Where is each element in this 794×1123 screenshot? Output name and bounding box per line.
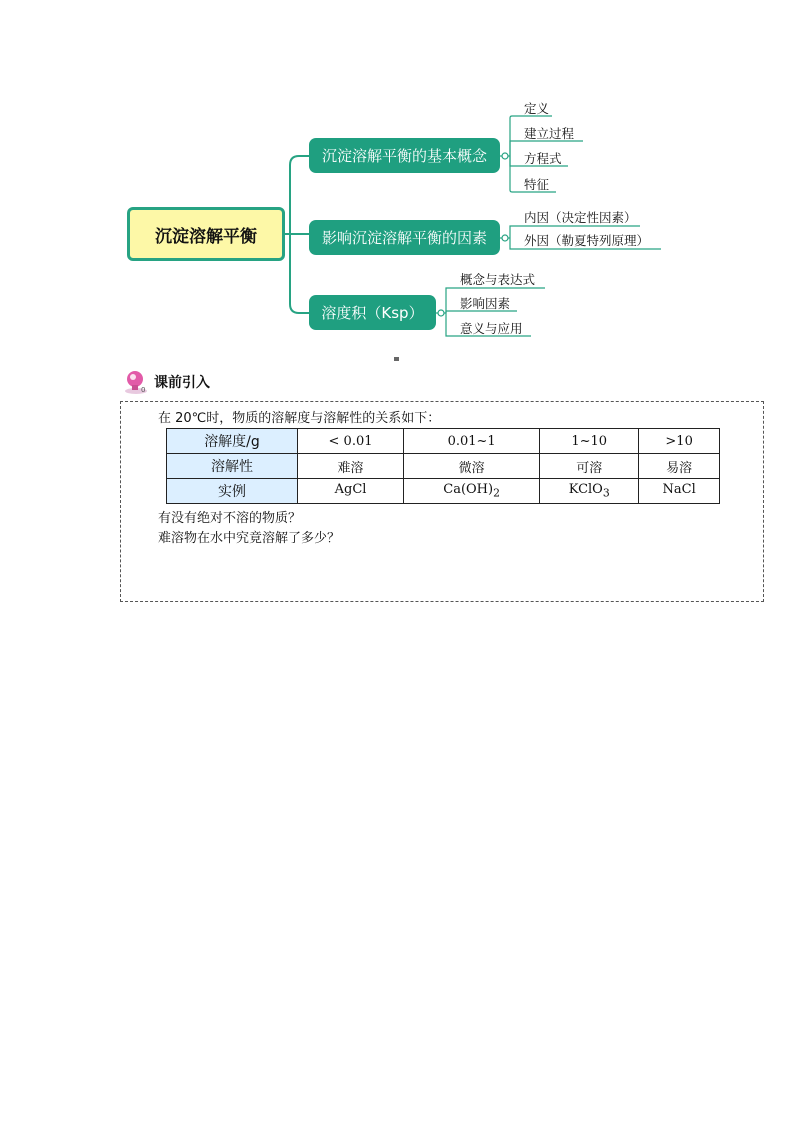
table-cell: >10 <box>639 429 720 454</box>
row-header: 实例 <box>167 479 298 504</box>
table-row <box>167 479 720 504</box>
leaf-factors: 影响因素 <box>460 296 511 311</box>
formula-subscript: 3 <box>602 486 610 500</box>
mind-map <box>0 0 794 360</box>
formula: NaCl <box>662 482 696 498</box>
table-cell: 微溶 <box>404 454 540 479</box>
solubility-table <box>166 428 720 504</box>
formula: KClO <box>568 482 603 498</box>
table-cell <box>298 479 404 504</box>
lightbulb-icon <box>123 368 149 396</box>
mind-map-root: 沉淀溶解平衡 <box>127 207 285 261</box>
table-cell: 可溶 <box>540 454 639 479</box>
question-1: 有没有绝对不溶的物质？ <box>158 511 302 526</box>
table-cell: 难溶 <box>298 454 404 479</box>
table-cell: < 0.01 <box>298 429 404 454</box>
formula-subscript: 2 <box>493 486 500 500</box>
formula: AgCl <box>334 482 367 498</box>
branch-influencing-factors: 影响沉淀溶解平衡的因素 <box>309 220 500 255</box>
branch-ksp: 溶度积（Ksp） <box>309 295 436 330</box>
leaf-equation: 方程式 <box>524 151 562 166</box>
table-cell <box>404 479 540 504</box>
branch-basic-concepts: 沉淀溶解平衡的基本概念 <box>309 138 500 173</box>
table-cell <box>540 479 639 504</box>
anchor-marker <box>394 357 399 361</box>
intro-lead-text: 在 20℃时，物质的溶解度与溶解性的关系如下： <box>158 411 441 426</box>
leaf-concept-expression: 概念与表达式 <box>460 272 536 287</box>
leaf-establishment: 建立过程 <box>524 126 575 141</box>
table-cell: 1~10 <box>540 429 639 454</box>
leaf-external-cause: 外因（勒夏特列原理） <box>524 233 650 248</box>
table-row <box>167 429 720 454</box>
row-header: 溶解度/g <box>167 429 298 454</box>
table-row <box>167 454 720 479</box>
formula: Ca(OH) <box>443 482 494 498</box>
leaf-characteristics: 特征 <box>524 177 550 192</box>
leaf-meaning-application: 意义与应用 <box>460 321 523 336</box>
table-cell: 0.01~1 <box>404 429 540 454</box>
table-cell <box>639 479 720 504</box>
svg-text:0: 0 <box>141 386 146 394</box>
section-title: 课前引入 <box>154 375 210 391</box>
question-2: 难溶物在水中究竟溶解了多少？ <box>158 531 341 546</box>
row-header: 溶解性 <box>167 454 298 479</box>
table-cell: 易溶 <box>639 454 720 479</box>
leaf-internal-cause: 内因（决定性因素） <box>524 210 637 225</box>
leaf-definition: 定义 <box>524 101 550 116</box>
